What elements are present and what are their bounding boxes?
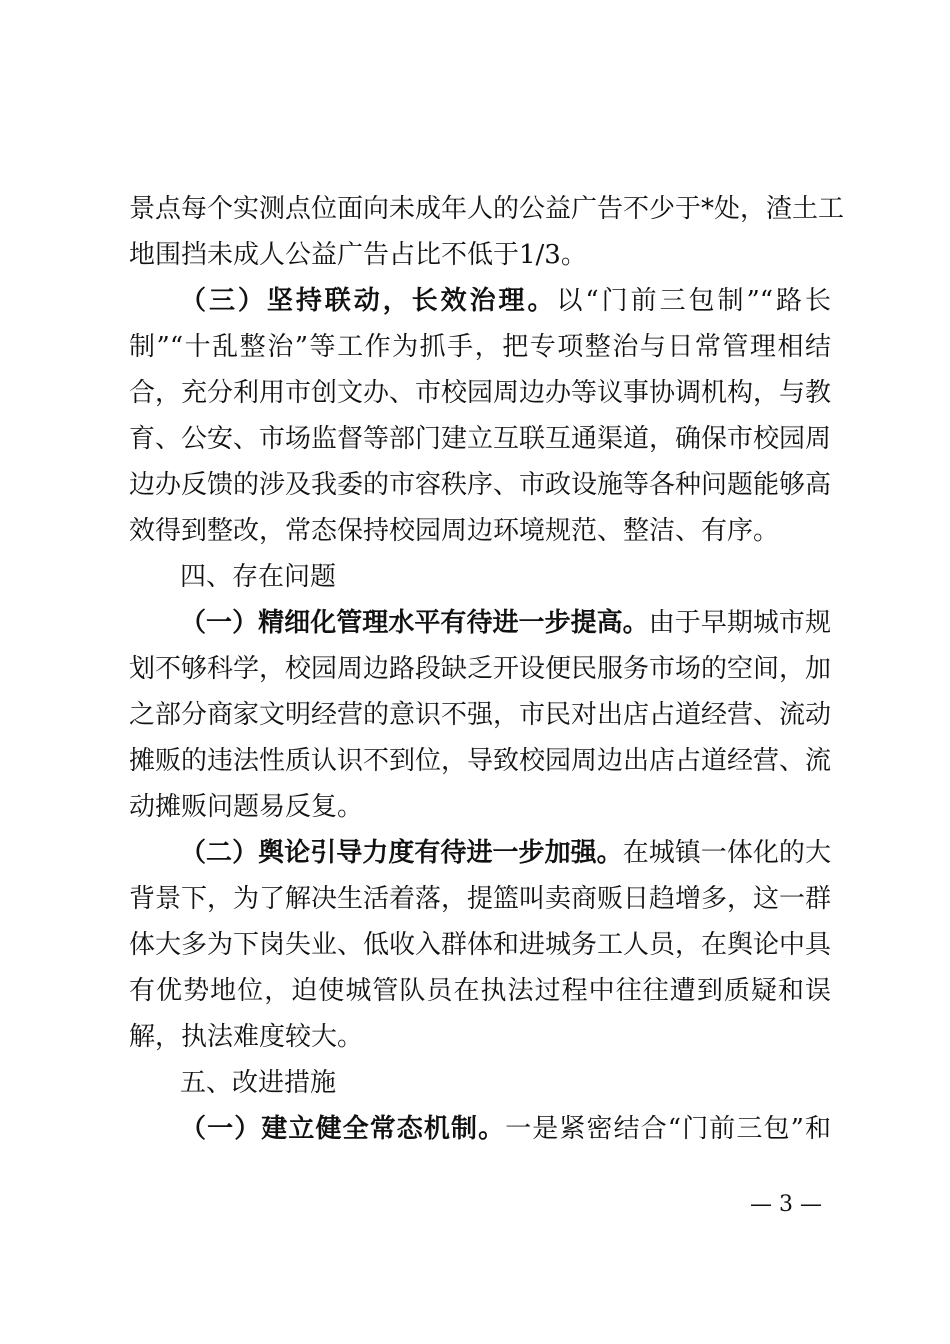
subheading-lead: （三）坚持联动，长效治理。 [180, 286, 557, 316]
body-text-line: 地围挡未成人公益广告占比不低于1/3。 [129, 240, 587, 270]
body-text: 一是紧密结合“门前三包”和 [505, 1114, 831, 1144]
body-text-line: 育、公安、市场监督等部门建立互联互通渠道，确保市校园周 [129, 424, 832, 454]
body-text: 在城镇一体化的大 [622, 838, 831, 868]
body-text-line: 制”“十乱整治”等工作为抓手，把专项整治与日常管理相结 [129, 332, 831, 362]
body-text-line: 解，执法难度较大。 [129, 1022, 364, 1052]
subheading-lead: （一）建立健全常态机制。 [180, 1114, 506, 1144]
paragraph-lead-line [180, 603, 831, 643]
body-text-line: 动摊贩问题易反复。 [129, 792, 364, 822]
body-text-line: 景点每个实测点位面向未成年人的公益广告不少于*处，渣土工 [129, 194, 845, 224]
body-text-line: 摊贩的违法性质认识不到位，导致校园周边出店占道经营、流 [129, 746, 832, 776]
body-text-line: 背景下，为了解决生活着落，提篮叫卖商贩日趋增多，这一群 [129, 884, 832, 914]
section-heading-5: 五、改进措施 [180, 1068, 337, 1098]
subheading-lead: （二）舆论引导力度有待进一步加强。 [180, 838, 623, 868]
paragraph-lead-line [180, 833, 831, 873]
body-text-line: 合，充分利用市创文办、市校园周边办等议事协调机构，与教 [129, 378, 832, 408]
body-text-line: 边办反馈的涉及我委的市容秩序、市政设施等各种问题能够高 [129, 470, 832, 500]
paragraph-lead-line [180, 1109, 831, 1149]
body-text-line: 体大多为下岗失业、低收入群体和进城务工人员，在舆论中具 [129, 930, 832, 960]
body-text-line: 划不够科学，校园周边路段缺乏开设便民服务市场的空间，加 [129, 654, 832, 684]
body-text-line: 之部分商家文明经营的意识不强，市民对出店占道经营、流动 [129, 700, 832, 730]
body-text: 以“门前三包制”“路长 [556, 286, 831, 316]
paragraph-lead-line [180, 281, 831, 321]
body-text: 由于早期城市规 [648, 608, 831, 638]
body-text-line: 效得到整改，常态保持校园周边环境规范、整洁、有序。 [129, 516, 780, 546]
section-heading-4: 四、存在问题 [180, 562, 337, 592]
subheading-lead: （一）精细化管理水平有待进一步提高。 [180, 608, 649, 638]
body-text-line: 有优势地位，迫使城管队员在执法过程中往往遭到质疑和误 [129, 976, 831, 1006]
page-number: — 3 — [750, 1192, 822, 1217]
